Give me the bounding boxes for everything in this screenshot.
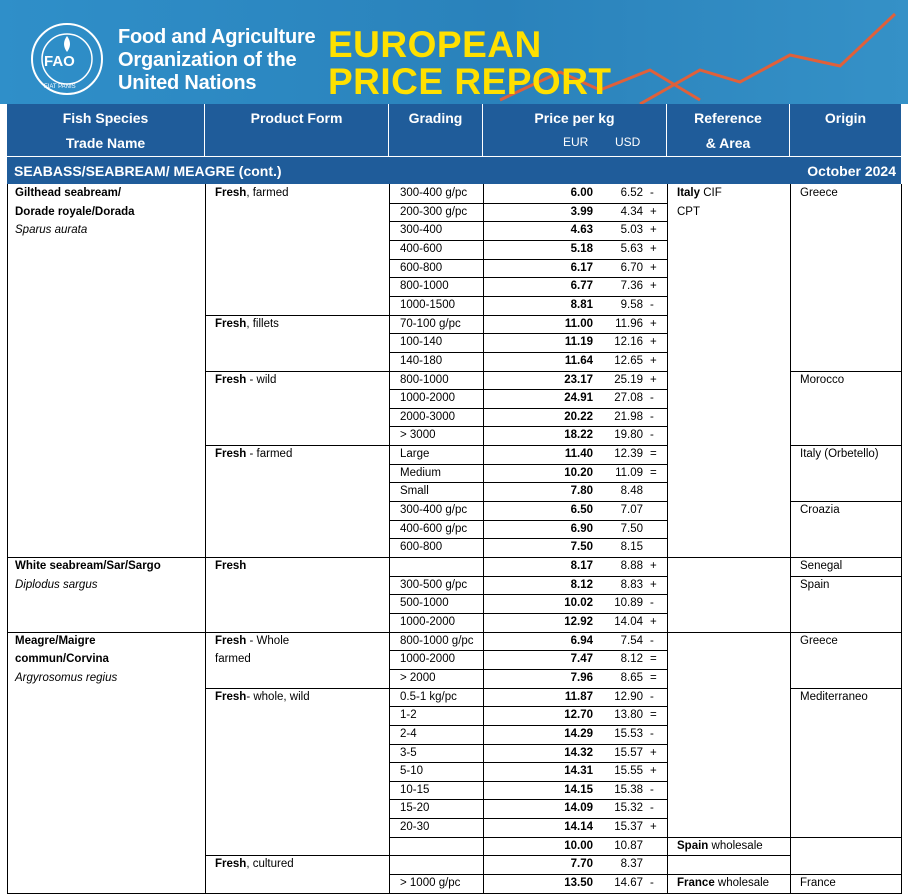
trend-indicator: + — [650, 821, 657, 834]
product-form-cell: Fresh, farmed — [215, 187, 289, 199]
table-rule — [389, 408, 667, 409]
origin-cell: France — [800, 877, 836, 890]
trend-indicator: - — [650, 727, 654, 740]
price-header-label: Price per kg — [534, 110, 615, 126]
product-form-fresh: Fresh — [215, 187, 247, 199]
price-usd-cell: 8.37 — [620, 858, 643, 871]
table-rule — [389, 594, 667, 595]
price-usd-cell: 15.55 — [614, 765, 643, 778]
section-header — [7, 156, 901, 184]
reference-country: Italy — [677, 187, 701, 199]
grading-cell: > 1000 g/pc — [400, 877, 461, 890]
price-usd-cell: 6.70 — [620, 261, 643, 274]
species-header-line-1: Fish Species — [62, 110, 149, 126]
product-form-cell: farmed — [215, 653, 251, 666]
column-header-price — [483, 104, 667, 156]
price-usd-cell: 8.48 — [620, 485, 643, 498]
table-rule — [667, 874, 790, 875]
table-rule — [389, 296, 667, 297]
trend-indicator: + — [650, 242, 657, 255]
table-rule — [389, 538, 667, 539]
product-form-cell — [215, 559, 246, 573]
grading-cell: 300-500 g/pc — [400, 578, 468, 591]
table-rule — [389, 240, 667, 241]
grading-cell: 70-100 g/pc — [400, 317, 461, 330]
grading-cell: 800-1000 — [400, 280, 449, 293]
price-eur-cell: 5.18 — [570, 242, 593, 255]
grading-cell: 140-180 — [400, 354, 443, 367]
table-rule — [7, 557, 902, 558]
price-usd-cell: 8.83 — [620, 578, 643, 591]
organization-name — [118, 26, 315, 95]
product-form-fresh: Fresh — [215, 690, 247, 703]
origin-header-label: Origin — [824, 110, 867, 126]
price-usd-cell: 15.38 — [614, 783, 643, 796]
trend-indicator: = — [650, 671, 657, 684]
product-form-fresh: Fresh — [215, 560, 247, 572]
product-form-cell: Fresh, fillets — [215, 317, 279, 330]
grading-cell: 300-400 g/pc — [400, 504, 468, 517]
price-eur-cell: 8.81 — [570, 298, 593, 311]
product-form-cell: Fresh - farmed — [215, 448, 293, 461]
trend-indicator: + — [650, 746, 657, 759]
reference-area-cell: France wholesale — [677, 877, 770, 890]
trend-indicator: - — [650, 187, 654, 199]
table-rule — [389, 576, 667, 577]
trend-indicator: = — [650, 448, 657, 461]
trend-indicator: + — [650, 560, 657, 572]
grading-cell: 300-400 g/pc — [400, 187, 468, 199]
table-rule — [389, 482, 667, 483]
table-rule — [389, 501, 667, 502]
price-usd-cell: 12.39 — [614, 448, 643, 461]
price-eur-cell: 11.87 — [564, 690, 593, 703]
species-trade-name: White seabream/Sar/Sargo — [15, 560, 161, 572]
species-trade-name: Gilthead seabream/ — [15, 187, 122, 199]
column-header-form — [205, 104, 389, 156]
price-usd-cell: 12.65 — [614, 354, 643, 367]
product-form-fresh: Fresh — [215, 634, 247, 647]
price-usd-cell: 9.58 — [620, 298, 643, 311]
trend-indicator: - — [650, 429, 654, 442]
table-rule — [901, 184, 902, 893]
grading-cell: 100-140 — [400, 336, 443, 349]
price-eur-cell: 14.09 — [564, 802, 593, 815]
price-usd-cell: 12.90 — [614, 690, 643, 703]
grading-cell: 300-400 — [400, 224, 443, 237]
price-eur-cell: 14.14 — [564, 821, 593, 834]
reference-area-cell: CPT — [677, 205, 700, 218]
price-eur-cell: 8.17 — [570, 560, 593, 572]
price-usd-cell: 8.12 — [620, 653, 643, 666]
table-rule — [7, 632, 902, 633]
table-rule — [389, 464, 667, 465]
price-usd-cell: 11.09 — [615, 466, 643, 479]
price-usd-cell: 7.54 — [620, 634, 643, 647]
grading-cell: 20-30 — [400, 821, 430, 834]
price-usd-cell: 11.96 — [615, 317, 643, 330]
trend-indicator: - — [650, 298, 654, 311]
grading-cell: 2-4 — [400, 727, 417, 740]
usd-header-label: USD — [615, 135, 641, 149]
section-date: October 2024 — [807, 163, 896, 179]
table-rule — [389, 333, 667, 334]
grading-cell: 1000-2000 — [400, 392, 455, 405]
report-title-line-1: EUROPEAN — [328, 24, 542, 65]
table-rule — [389, 203, 667, 204]
trend-indicator: - — [650, 802, 654, 815]
grading-cell: 400-600 g/pc — [400, 522, 468, 535]
table-rule — [205, 184, 206, 893]
price-usd-cell: 5.63 — [620, 242, 643, 255]
grading-cell: > 2000 — [400, 671, 436, 684]
product-form-cell: Fresh, cultured — [215, 858, 294, 871]
price-usd-cell: 10.87 — [614, 839, 643, 852]
table-rule — [389, 706, 667, 707]
trend-indicator: = — [650, 466, 657, 479]
price-usd-cell: 21.98 — [614, 410, 643, 423]
origin-cell: Greece — [800, 634, 838, 647]
table-rule — [389, 725, 667, 726]
origin-cell: Spain — [800, 578, 830, 591]
species-latin-name: Sparus aurata — [15, 224, 88, 237]
price-eur-cell: 13.50 — [564, 877, 593, 890]
price-usd-cell: 25.19 — [614, 373, 643, 386]
trend-indicator: + — [650, 765, 657, 778]
grading-header-label: Grading — [408, 110, 463, 126]
column-header-species — [7, 104, 205, 156]
trend-indicator: + — [650, 615, 657, 628]
trend-indicator: - — [650, 392, 654, 405]
table-rule — [389, 315, 667, 316]
table-rule — [389, 613, 667, 614]
column-header-origin — [790, 104, 901, 156]
column-header-grading — [389, 104, 483, 156]
price-usd-cell: 10.89 — [614, 597, 643, 610]
table-rule — [389, 669, 667, 670]
price-eur-cell: 11.64 — [564, 354, 593, 367]
price-eur-cell: 6.17 — [570, 261, 593, 274]
table-rule — [389, 837, 667, 838]
table-rule — [790, 501, 902, 502]
grading-cell: 10-15 — [400, 783, 430, 796]
table-rule — [389, 520, 667, 521]
price-usd-cell: 19.80 — [614, 429, 643, 442]
price-eur-cell: 6.50 — [570, 504, 593, 517]
price-eur-cell: 7.47 — [570, 653, 593, 666]
price-usd-cell: 15.53 — [614, 727, 643, 740]
trend-indicator: + — [650, 317, 657, 330]
trend-indicator: = — [650, 653, 657, 666]
price-usd-cell: 7.36 — [620, 280, 643, 293]
grading-cell: 200-300 g/pc — [400, 205, 468, 218]
price-usd-cell: 4.34 — [620, 205, 643, 218]
price-eur-cell: 10.20 — [564, 466, 593, 479]
grading-cell: Large — [400, 448, 430, 461]
table-rule — [790, 688, 902, 689]
price-eur-cell: 4.63 — [570, 224, 593, 237]
product-form-cell: Fresh - Whole — [215, 634, 290, 647]
price-usd-cell: 6.52 — [620, 187, 643, 199]
price-usd-cell: 8.15 — [620, 541, 643, 554]
trend-indicator: + — [650, 261, 657, 274]
table-rule — [790, 371, 902, 372]
grading-cell: 400-600 — [400, 242, 443, 255]
price-eur-cell: 24.91 — [564, 392, 593, 405]
org-line-1: Food and Agriculture — [118, 26, 316, 48]
table-rule — [389, 781, 667, 782]
grading-cell: 1000-1500 — [400, 298, 455, 311]
price-eur-cell: 6.77 — [570, 280, 593, 293]
table-rule — [389, 371, 667, 372]
grading-cell: 800-1000 g/pc — [400, 634, 474, 647]
species-latin-name: Diplodus sargus — [15, 578, 98, 591]
price-eur-cell: 3.99 — [570, 205, 593, 218]
price-eur-cell: 23.17 — [564, 373, 593, 386]
price-usd-cell: 14.04 — [614, 615, 643, 628]
fao-logo-icon — [30, 22, 104, 96]
table-rule — [389, 762, 667, 763]
grading-cell: 600-800 — [400, 261, 443, 274]
grading-cell: 800-1000 — [400, 373, 449, 386]
eur-header-label: EUR — [563, 135, 589, 149]
logo-ring-text: FIAT PANIS — [44, 84, 76, 90]
price-usd-cell: 14.67 — [614, 877, 643, 890]
price-eur-cell: 11.19 — [564, 336, 593, 349]
product-form-cell: Fresh- whole, wild — [215, 690, 310, 703]
price-usd-cell: 12.16 — [614, 336, 643, 349]
price-eur-cell: 12.92 — [564, 615, 593, 628]
price-eur-cell: 18.22 — [564, 429, 593, 442]
price-eur-cell: 7.96 — [570, 671, 593, 684]
table-rule — [790, 576, 902, 577]
table-rule — [389, 874, 667, 875]
price-usd-cell: 7.50 — [620, 522, 643, 535]
form-header-label: Product Form — [250, 110, 343, 126]
species-latin-name: Argyrosomus regius — [15, 671, 118, 684]
report-title — [328, 26, 612, 100]
price-eur-cell: 8.12 — [570, 578, 593, 591]
table-rule — [389, 221, 667, 222]
table-rule — [389, 426, 667, 427]
table-rule — [389, 259, 667, 260]
table-rule — [389, 650, 667, 651]
price-eur-cell: 6.94 — [570, 634, 593, 647]
grading-cell: 3-5 — [400, 746, 417, 759]
table-rule — [7, 184, 8, 893]
price-eur-cell: 6.90 — [570, 522, 593, 535]
grading-cell: 1-2 — [400, 709, 417, 722]
grading-cell: 600-800 — [400, 541, 443, 554]
origin-cell: Italy (Orbetello) — [800, 448, 879, 461]
price-usd-cell: 8.88 — [620, 560, 643, 572]
grading-cell: > 3000 — [400, 429, 436, 442]
table-rule — [667, 184, 668, 893]
grading-cell: Small — [400, 485, 429, 498]
product-form-fresh: Fresh — [215, 317, 247, 330]
species-trade-name: Meagre/Maigre — [15, 634, 96, 647]
reference-area-cell: Spain wholesale — [677, 839, 763, 852]
price-eur-cell: 7.70 — [570, 858, 593, 871]
table-rule — [389, 799, 667, 800]
table-rule — [389, 352, 667, 353]
table-rule — [389, 855, 667, 856]
trend-indicator: - — [650, 410, 654, 423]
price-usd-cell: 27.08 — [614, 392, 643, 405]
grading-cell: Medium — [400, 466, 441, 479]
trend-indicator: - — [650, 877, 654, 890]
price-eur-cell: 14.15 — [564, 783, 593, 796]
product-form-fresh: Fresh — [215, 448, 247, 461]
price-usd-cell: 8.65 — [620, 671, 643, 684]
table-rule — [389, 818, 667, 819]
grading-cell: 5-10 — [400, 765, 424, 778]
price-eur-cell: 20.22 — [564, 410, 593, 423]
species-trade-name: Dorade royale/Dorada — [15, 205, 135, 218]
origin-cell: Croazia — [800, 504, 840, 517]
price-usd-cell: 15.32 — [614, 802, 643, 815]
product-form-fresh: Fresh — [215, 373, 247, 386]
reference-country: France — [677, 877, 715, 890]
price-eur-cell: 7.80 — [570, 485, 593, 498]
price-eur-cell: 6.00 — [570, 187, 593, 199]
column-header-reference — [667, 104, 790, 156]
price-eur-cell: 14.31 — [564, 765, 593, 778]
trend-indicator: + — [650, 336, 657, 349]
report-banner — [0, 0, 908, 104]
table-rule — [389, 445, 667, 446]
grading-cell: 2000-3000 — [400, 410, 455, 423]
table-rule — [790, 874, 902, 875]
price-eur-cell: 14.29 — [564, 727, 593, 740]
price-usd-cell: 5.03 — [620, 224, 643, 237]
logo-letters: FAO — [44, 53, 75, 70]
grading-cell: 15-20 — [400, 802, 430, 815]
origin-cell: Morocco — [800, 373, 845, 386]
grading-cell: 0.5-1 kg/pc — [400, 690, 457, 703]
table-rule — [389, 277, 667, 278]
table-rule — [790, 184, 791, 893]
grading-cell: 1000-2000 — [400, 653, 455, 666]
trend-indicator: - — [650, 634, 654, 647]
report-title-line-2: PRICE REPORT — [328, 61, 612, 102]
trend-indicator: + — [650, 354, 657, 367]
trend-indicator: + — [650, 373, 657, 386]
table-rule — [389, 688, 667, 689]
trend-indicator: + — [650, 205, 657, 218]
table-rule — [389, 744, 667, 745]
trend-indicator: + — [650, 578, 657, 591]
price-usd-cell: 13.80 — [614, 709, 643, 722]
price-eur-cell: 7.50 — [570, 541, 593, 554]
price-usd-cell: 15.57 — [614, 746, 643, 759]
org-line-3: United Nations — [118, 72, 257, 94]
table-rule — [790, 445, 902, 446]
reference-country: Spain — [677, 839, 709, 852]
species-header-line-2: Trade Name — [65, 135, 146, 151]
trend-indicator: + — [650, 224, 657, 237]
grading-cell: 1000-2000 — [400, 615, 455, 628]
price-eur-cell: 11.00 — [564, 317, 593, 330]
price-eur-cell: 14.32 — [564, 746, 593, 759]
price-usd-cell: 15.37 — [614, 821, 643, 834]
table-rule — [667, 837, 790, 838]
table-rule — [790, 837, 902, 838]
table-rule — [389, 389, 667, 390]
trend-indicator: - — [650, 783, 654, 796]
price-eur-cell: 12.70 — [564, 709, 593, 722]
reference-header-line-1: Reference — [694, 110, 762, 126]
price-eur-cell: 10.02 — [564, 597, 593, 610]
trend-indicator: = — [650, 709, 657, 722]
org-line-2: Organization of the — [118, 49, 297, 71]
origin-cell: Senegal — [800, 560, 843, 572]
table-rule — [667, 855, 790, 856]
origin-cell: Mediterraneo — [800, 690, 868, 703]
trend-indicator: + — [650, 280, 657, 293]
price-usd-cell: 7.07 — [620, 504, 643, 517]
product-form-fresh: Fresh — [215, 858, 247, 871]
product-form-cell: Fresh - wild — [215, 373, 277, 386]
section-title: SEABASS/SEABREAM/ MEAGRE (cont.) — [14, 163, 282, 179]
price-eur-cell: 11.40 — [564, 448, 593, 461]
price-eur-cell: 10.00 — [564, 839, 593, 852]
reference-area-cell: Italy CIF — [677, 187, 722, 199]
trend-indicator: - — [650, 597, 654, 610]
origin-cell: Greece — [800, 187, 838, 199]
species-trade-name: commun/Corvina — [15, 653, 109, 666]
reference-header-line-2: & Area — [705, 135, 751, 151]
trend-indicator: - — [650, 690, 654, 703]
grading-cell: 500-1000 — [400, 597, 449, 610]
